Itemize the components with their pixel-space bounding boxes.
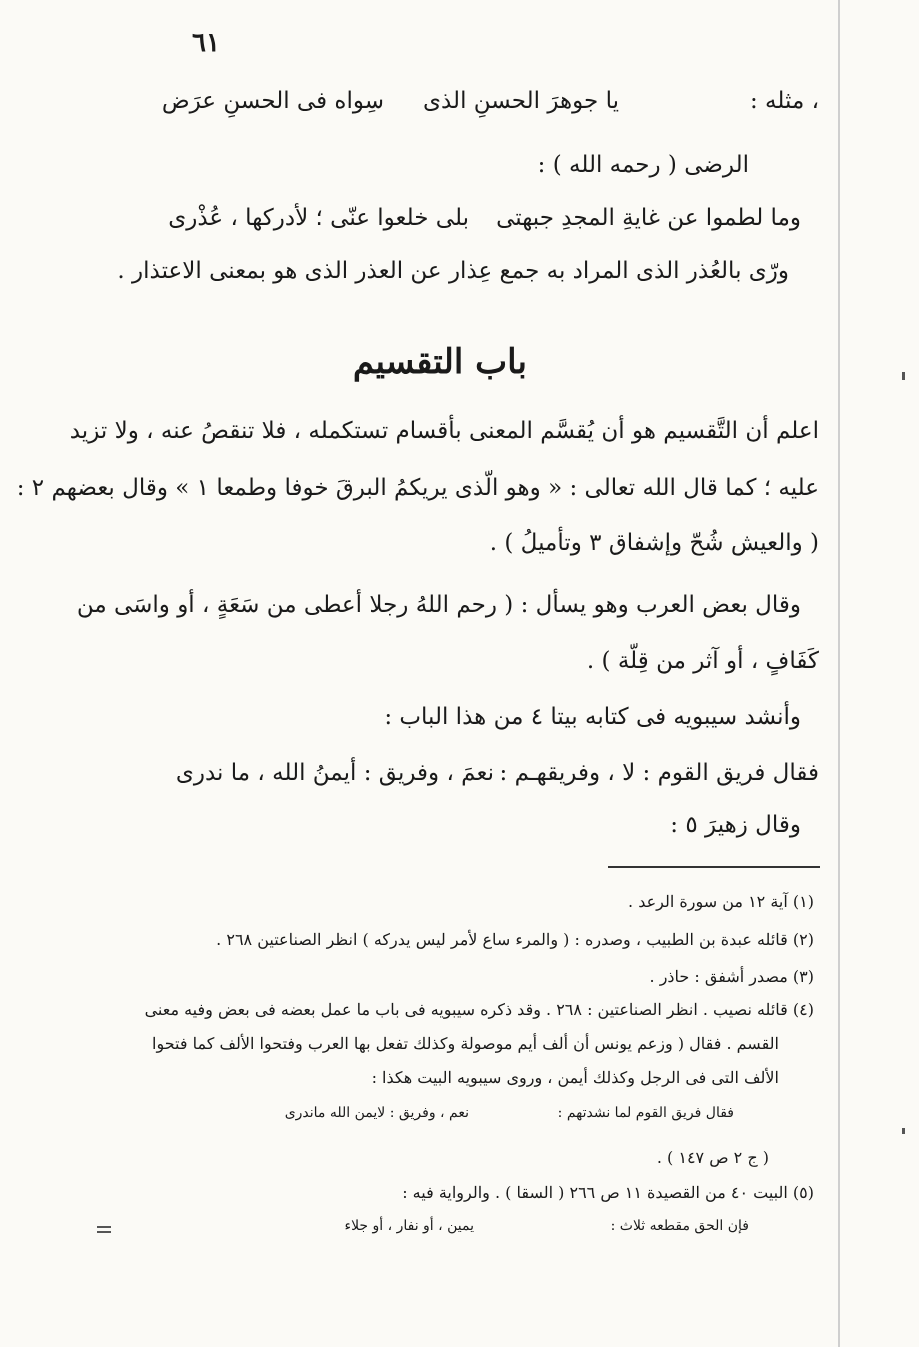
footnote-4-line-2: القسم . فقال ( وزعم يونس أن ألف أيم موصولة وكذلك تفعل بها العرب وفتحوا الألف كما فتحوا bbox=[152, 1034, 779, 1053]
footnote-4-line-1: (٤) قائله نصيب . انظر الصناعتين : ٢٦٨ . وقد ذكره سيبويه فى باب ما عمل بعضه فى بعض وفيه معنى bbox=[144, 1000, 814, 1019]
page-edge-line bbox=[838, 0, 840, 1347]
scan-mark bbox=[902, 1128, 905, 1134]
verse-3-hemistich-2: نعمَ ، وفريق : أيمنُ الله ، ما ندرى bbox=[175, 760, 494, 786]
section-title: باب التقسيم bbox=[352, 342, 527, 382]
paragraph-line-2: عليه ؛ كما قال الله تعالى : « وهو الّذى يريكمُ البرقَ خوفا وطمعا ١ » وقال بعضهم ٢ : bbox=[16, 475, 819, 501]
paragraph-line-4: وقال بعض العرب وهو يسأل : ( رحم اللهُ رجلا أعطى من سَعَةٍ ، أو واسَى من bbox=[76, 592, 801, 618]
footnote-4-line-3: الألف التى فى الرجل وكذلك أيمن ، وروى سيبويه البيت هكذا : bbox=[371, 1068, 779, 1087]
page-number: ٦١ bbox=[192, 28, 220, 58]
footnote-1: (١) آية ١٢ من سورة الرعد . bbox=[628, 892, 814, 911]
paragraph-line-5: كَفَافٍ ، أو آثر من قِلّة ) . bbox=[586, 648, 819, 674]
footnote-5-line-1: (٥) البيت ٤٠ من القصيدة ١١ ص ٢٦٦ ( السقا ) . والرواية فيه : bbox=[402, 1183, 814, 1202]
paragraph-line-1: اعلم أن التَّقسيم هو أن يُقسَّم المعنى بأقسام تستكمله ، فلا تنقصُ عنه ، ولا تزيد bbox=[69, 418, 819, 444]
footnote-separator bbox=[608, 866, 820, 868]
footnote-4-verse-hemistich-1: فقال فريق القوم لما نشدتهم : bbox=[557, 1105, 734, 1121]
verse-1-hemistich-1: يا جوهرَ الحسنِ الذى bbox=[422, 88, 619, 114]
text-line-1-label: ، مثله : bbox=[750, 88, 819, 114]
paragraph-line-6: وأنشد سيبويه فى كتابه بيتا ٤ من هذا الباب : bbox=[384, 704, 801, 730]
scan-mark bbox=[902, 372, 905, 380]
verse-2-hemistich-2: بلى خلعوا عنّى ؛ لأدركها ، عُذْرى bbox=[168, 205, 469, 231]
text-line-4: ورّى بالعُذر الذى المراد به جمع عِذار عن العذر الذى هو بمعنى الاعتذار . bbox=[117, 258, 789, 284]
scan-mark bbox=[97, 1231, 111, 1233]
verse-1-hemistich-2: سِواه فى الحسنِ عرَض bbox=[161, 88, 384, 114]
paragraph-line-7: وقال زهيرَ ٥ : bbox=[670, 812, 801, 838]
footnote-4-reference: ( ج ٢ ص ١٤٧ ) . bbox=[656, 1148, 769, 1167]
footnote-5-verse-hemistich-1: فإن الحق مقطعه ثلاث : bbox=[610, 1218, 749, 1234]
footnote-5-verse-hemistich-2: يمين ، أو نفار ، أو جلاء bbox=[344, 1218, 474, 1234]
footnote-3: (٣) مصدر أشفق : حاذر . bbox=[649, 967, 814, 986]
paragraph-line-3: ( والعيش شُحّ وإشفاق ٣ وتأميلُ ) . bbox=[489, 530, 819, 556]
footnote-4-verse-hemistich-2: نعم ، وفريق : لايمن الله ماندرى bbox=[284, 1105, 469, 1121]
text-line-2: الرضى ( رحمه الله ) : bbox=[537, 152, 749, 178]
footnote-2: (٢) قائله عبدة بن الطبيب ، وصدره : ( والمرء ساع لأمر ليس يدركه ) انظر الصناعتين ٢٦٨ . bbox=[216, 930, 814, 949]
verse-3-hemistich-1: فقال فريق القوم : لا ، وفريقهـم : bbox=[499, 760, 819, 786]
scan-mark bbox=[97, 1226, 111, 1228]
verse-2-hemistich-1: وما لطموا عن غايةِ المجدِ جبهتى bbox=[496, 205, 801, 231]
